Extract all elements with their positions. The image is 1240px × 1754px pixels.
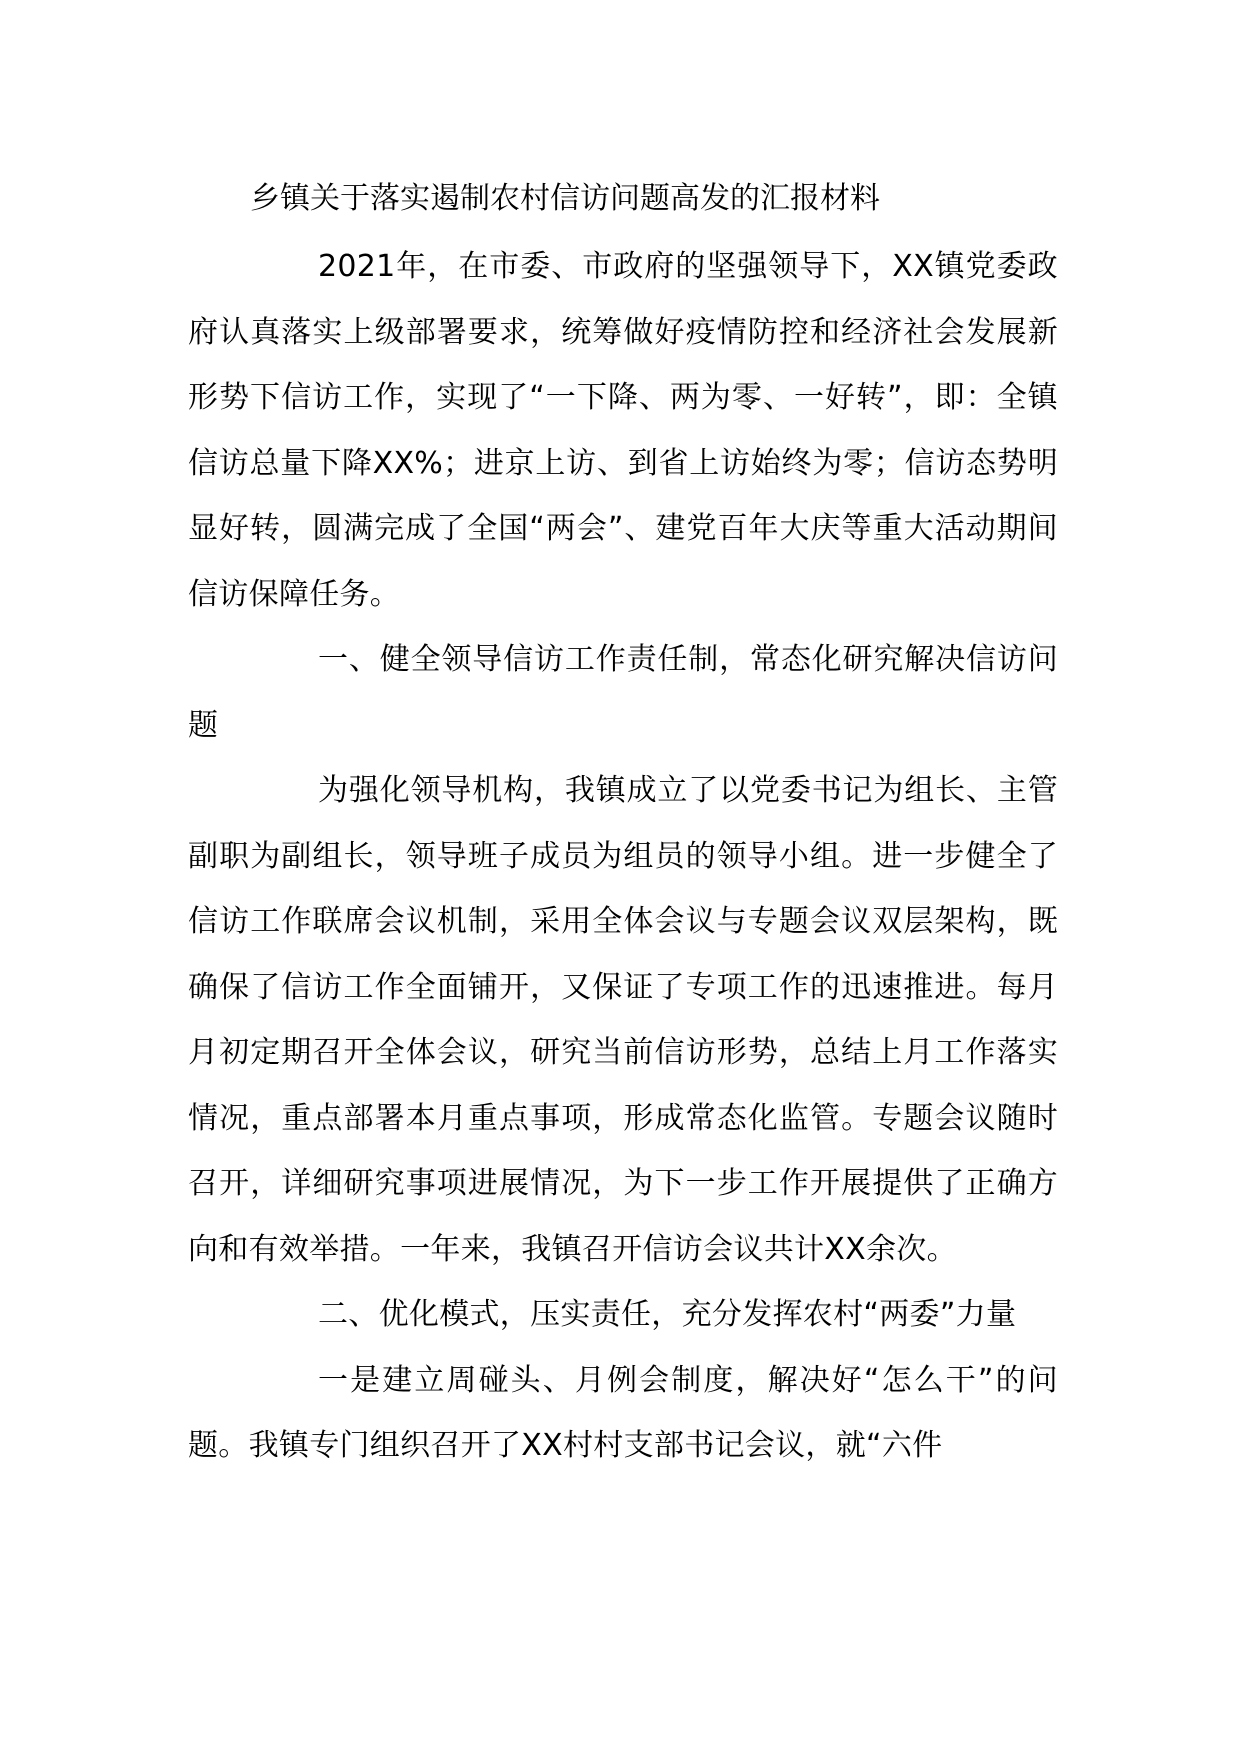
document-title: 乡镇关于落实遏制农村信访问题高发的汇报材料 <box>250 181 880 216</box>
section-heading-two: 二、优化模式，压实责任，充分发挥农村“两委”力量 <box>318 1297 1017 1332</box>
paragraph-section-one: 为强化领导机构，我镇成立了以党委书记为组长、主管副职为副组长，领导班子成员为组员的领导小组。进一步健全了信访工作联席会议机制，采用全体会议与专题会议双层架构，既确保了信访工作全面铺开，又保证了专项工作的迅速推进。每月月初定期召开全体会议，研究当前信访形势，总结上月工作落实情况，重点部署本月重点事项，形成常态化监管。专题会议随时召开，详细研究事项进展情况，为下一步工作开展提供了正确方向和有效举措。一年来，我镇召开信访会议共计XX余次。 <box>188 773 1058 1267</box>
document-body <box>188 234 1058 1479</box>
paragraph-section-two: 一是建立周碰头、月例会制度，解决好“怎么干”的问题。我镇专门组织召开了XX村村支部书记会议，就“六件 <box>188 1362 1058 1463</box>
paragraph-intro: 2021年，在市委、市政府的坚强领导下，XX镇党委政府认真落实上级部署要求，统筹做好疫情防控和经济社会发展新形势下信访工作，实现了“一下降、两为零、一好转”，即：全镇信访总量下降XX%；进京上访、到省上访始终为零；信访态势明显好转，圆满完成了全国“两会”、建党百年大庆等重大活动期间信访保障任务。 <box>188 249 1058 612</box>
section-heading-one: 一、健全领导信访工作责任制，常态化研究解决信访问题 <box>188 642 1058 743</box>
